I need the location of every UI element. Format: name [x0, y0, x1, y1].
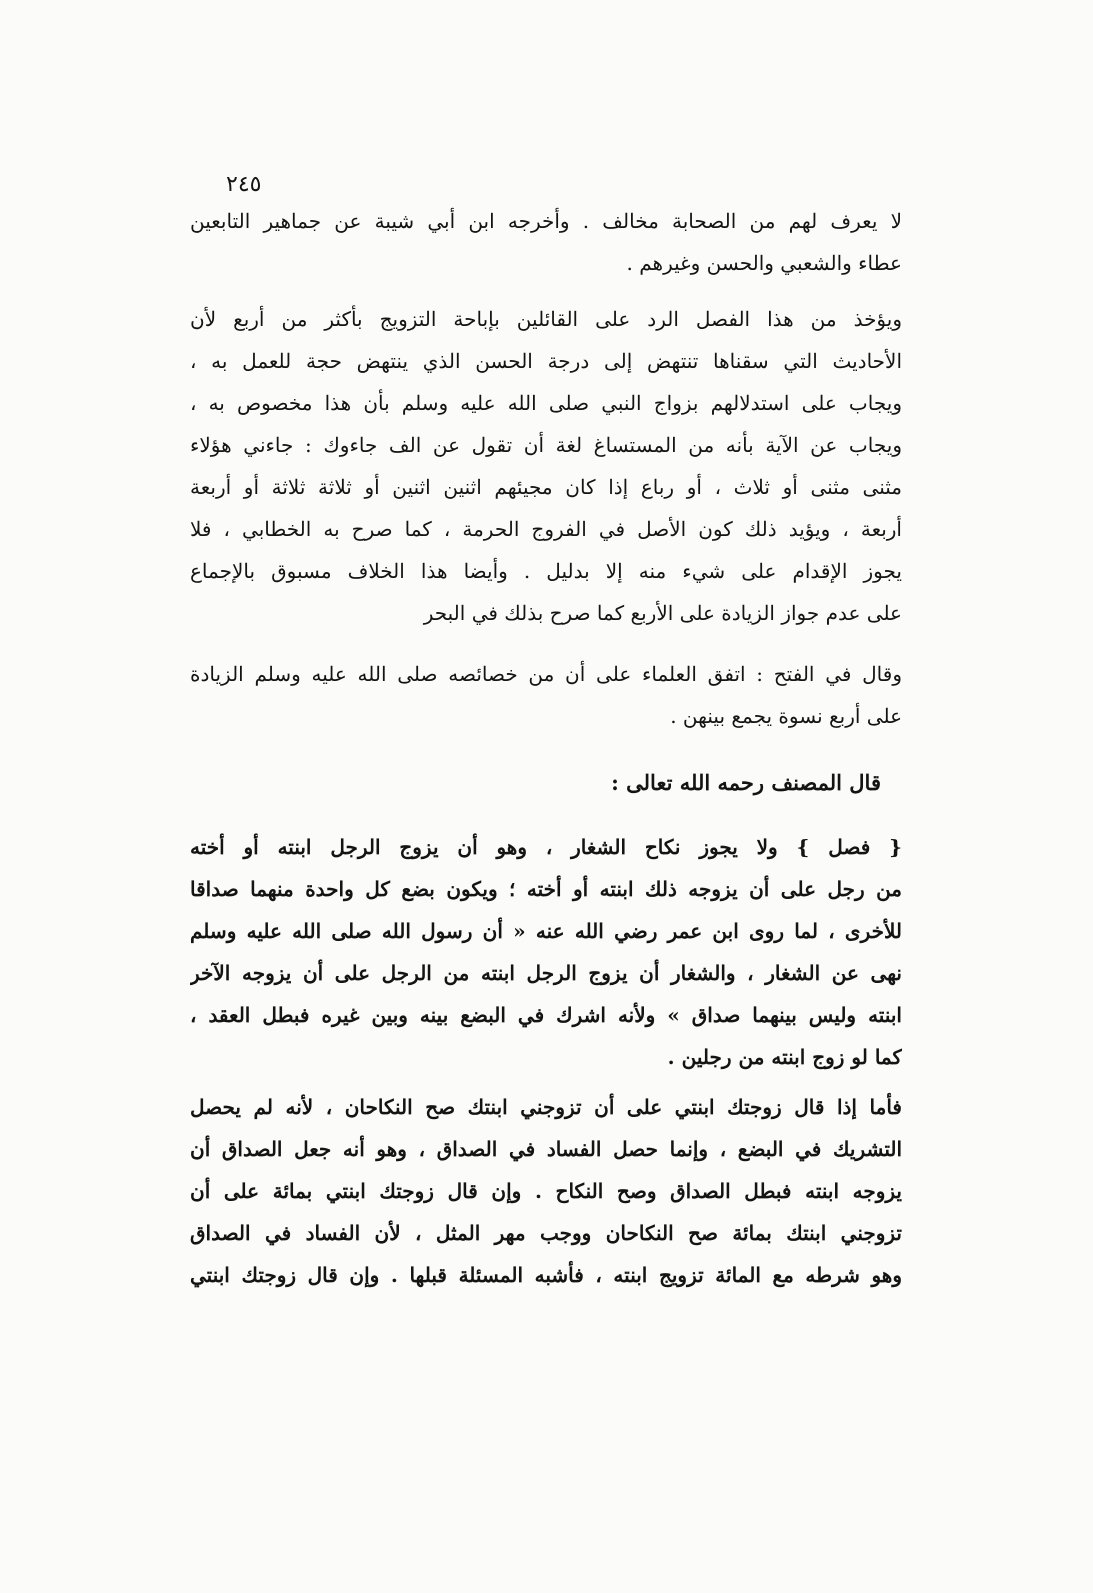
paragraph-2: [190, 298, 902, 634]
section-heading: قال المصنف رحمه الله تعالى :: [611, 770, 881, 795]
paragraph-4: [190, 826, 902, 1078]
text-line: ويجاب على استدلالهم بزواج النبي صلى الله عليه وسلم بأن هذا مخصوص به ،: [190, 391, 902, 415]
paragraph-1: [190, 200, 902, 284]
text-line: يزوجه ابنته فبطل الصداق وصح النكاح . وإن قال زوجتك ابنتي بمائة على أن: [190, 1179, 902, 1203]
text-line: على أربع نسوة يجمع بينهن .: [670, 704, 902, 728]
text-line: { فصل } ولا يجوز نكاح الشغار ، وهو أن يزوج الرجل ابنته أو أخته: [190, 835, 902, 859]
text-line: للأخرى ، لما روى ابن عمر رضي الله عنه « أن رسول الله صلى الله عليه وسلم: [190, 919, 902, 943]
text-line: مثنى مثنى أو ثلاث ، أو رباع إذا كان مجيئهم اثنين اثنين أو ثلاثة ثلاثة أو أربعة: [190, 475, 902, 499]
text-line: وهو شرطه مع المائة تزويج ابنته ، فأشبه المسئلة قبلها . وإن قال زوجتك ابنتي: [190, 1263, 902, 1287]
text-line: أربعة ، ويؤيد ذلك كون الأصل في الفروج الحرمة ، كما صرح به الخطابي ، فلا: [190, 517, 902, 541]
text-line: ابنته وليس بينهما صداق » ولأنه اشرك في البضع بينه وبين غيره فبطل العقد ،: [190, 1003, 902, 1027]
text-line: فأما إذا قال زوجتك ابنتي على أن تزوجني ابنتك صح النكاحان ، لأنه لم يحصل: [190, 1095, 902, 1119]
text-line: كما لو زوج ابنته من رجلين .: [667, 1045, 902, 1069]
text-line: لا يعرف لهم من الصحابة مخالف . وأخرجه ابن أبي شيبة عن جماهير التابعين: [190, 209, 902, 233]
text-line: على عدم جواز الزيادة على الأربع كما صرح بذلك في البحر: [423, 601, 902, 625]
paragraph-5: [190, 1086, 902, 1296]
text-line: نهى عن الشغار ، والشغار أن يزوج الرجل ابنته من الرجل على أن يزوجه الآخر: [190, 961, 902, 985]
text-line: عطاء والشعبي والحسن وغيرهم .: [626, 251, 902, 275]
text-line: الأحاديث التي سقناها تنتهض إلى درجة الحسن الذي ينتهض حجة للعمل به ،: [190, 349, 902, 373]
text-line: ويؤخذ من هذا الفصل الرد على القائلين بإباحة التزويج بأكثر من أربع لأن: [190, 307, 902, 331]
paragraph-3: [190, 653, 902, 737]
page-number: ٢٤٥: [226, 172, 262, 197]
text-line: التشريك في البضع ، وإنما حصل الفساد في الصداق ، وهو أنه جعل الصداق أن: [190, 1137, 902, 1161]
text-line: وقال في الفتح : اتفق العلماء على أن من خصائصه صلى الله عليه وسلم الزيادة: [190, 662, 902, 686]
text-line: تزوجني ابنتك بمائة صح النكاحان ووجب مهر المثل ، لأن الفساد في الصداق: [190, 1221, 902, 1245]
text-line: ويجاب عن الآية بأنه من المستساغ لغة أن تقول عن الف جاءوك : جاءني هؤلاء: [190, 433, 902, 457]
text-line: يجوز الإقدام على شيء منه إلا بدليل . وأيضا هذا الخلاف مسبوق بالإجماع: [190, 559, 902, 583]
text-line: من رجل على أن يزوجه ذلك ابنته أو أخته ؛ ويكون بضع كل واحدة منهما صداقا: [190, 877, 902, 901]
